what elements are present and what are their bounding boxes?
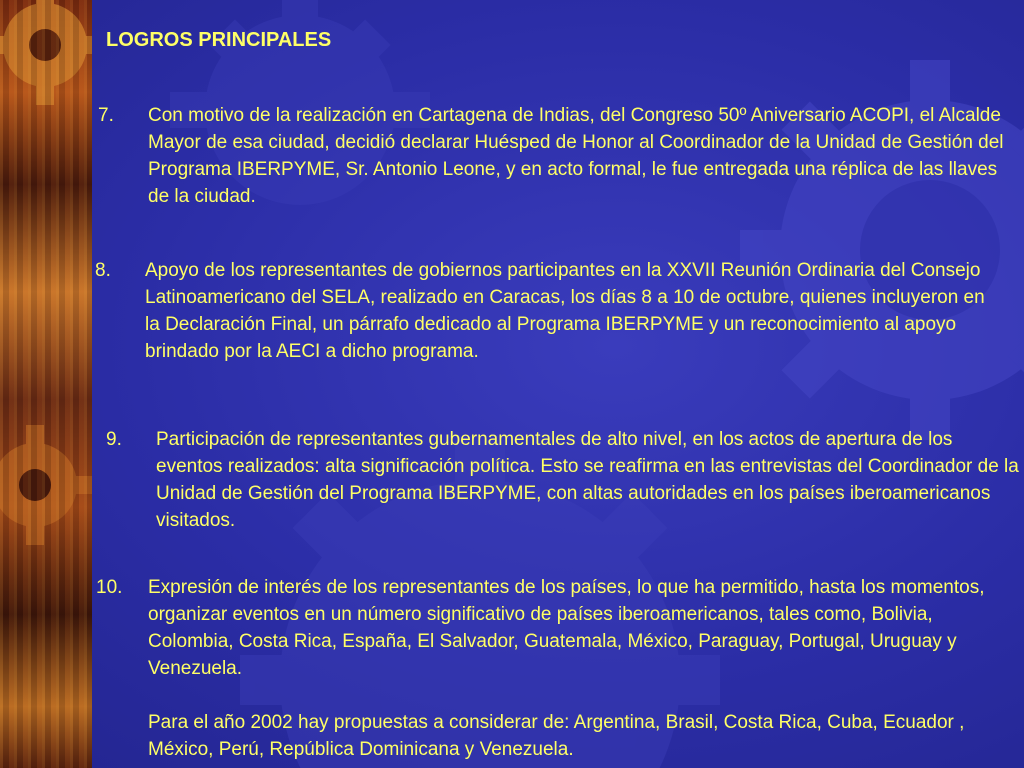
item-text: Participación de representantes gubernamentales de alto nivel, en los actos de apertura de los eventos realizados: alta significación política. Esto se reafirma en las entrevistas del Coordinador de la Unidad de Gestión del Programa IBERPYME, con altas autoridades en los países iberoamericanos visitados. <box>156 429 1019 531</box>
gear-decoration-right <box>700 20 1024 480</box>
item-text: Apoyo de los representantes de gobiernos participantes en la XXVII Reunión Ordinaria del Consejo Latinoamericano del SELA, realizado en Caracas, los días 8 a 10 de octubre, quienes incluyeron en la Declaración Final, un párrafo dedicado al Programa IBERPYME y un reconocimiento al apoyo brindado por la AECI a dicho programa. <box>145 260 985 362</box>
decorative-left-strip <box>0 0 92 768</box>
list-item-10 <box>96 574 1006 763</box>
gear-strip-icon <box>0 0 92 110</box>
gear-strip-icon-lower <box>0 420 92 550</box>
item-text: Expresión de interés de los representantes de los países, lo que ha permitido, hasta los momentos, organizar eventos en un número significativo de países iberoamericanos, tales como, Bolivia, Colombia, Costa Rica, España, El Salvador, Guatemala, México, Paraguay, Portugal, Uruguay y Venezuela. <box>148 577 985 679</box>
slide-title: LOGROS PRINCIPALES <box>106 29 332 51</box>
item-number: 10. <box>96 577 123 598</box>
list-item-8 <box>95 257 1005 365</box>
list-item-9 <box>106 426 1020 534</box>
item-number: 7. <box>98 105 114 126</box>
item-number: 8. <box>95 260 111 281</box>
item-text: Con motivo de la realización en Cartagena de Indias, del Congreso 50º Aniversario ACOPI, el Alcalde Mayor de esa ciudad, decidió declarar Huésped de Honor al Coordinador de la Unidad de Gestión del Programa IBERPYME, Sr. Antonio Leone, y en acto formal, le fue entregada una réplica de las llaves de la ciudad. <box>148 105 1004 207</box>
item-number: 9. <box>106 429 122 450</box>
item-extra-text: Para el año 2002 hay propuestas a considerar de: Argentina, Brasil, Costa Rica, Cuba, Ecuador , México, Perú, República Dominicana y Venezuela. <box>148 712 965 760</box>
list-item-7 <box>98 102 1018 210</box>
